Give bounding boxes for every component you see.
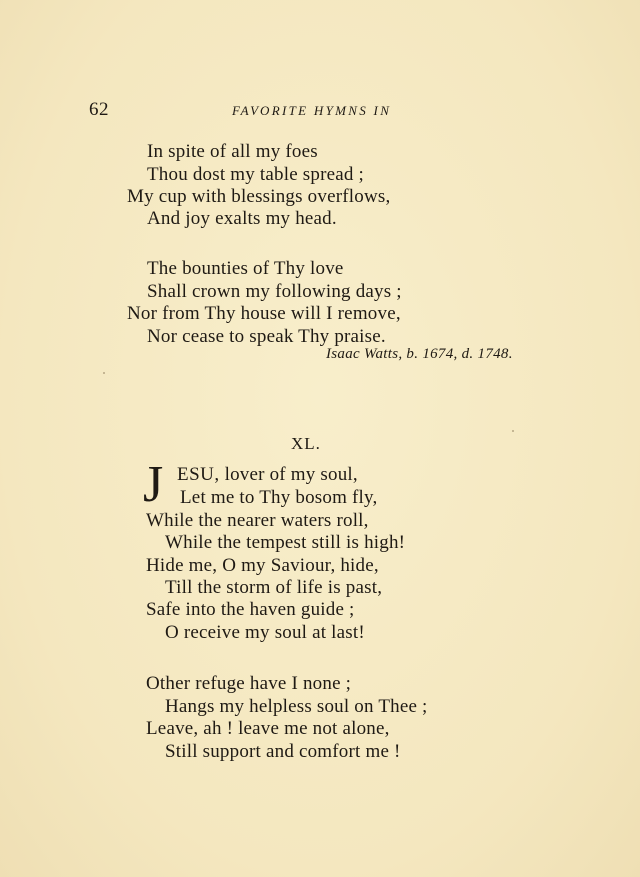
verse-line-first bbox=[177, 464, 358, 486]
verse-line: In spite of all my foes bbox=[147, 141, 318, 162]
verse-line: While the tempest still is high! bbox=[165, 532, 406, 553]
verse-line: And joy exalts my head. bbox=[147, 208, 337, 229]
verse-line: Thou dost my table spread ; bbox=[147, 164, 364, 185]
verse-line: O receive my soul at last! bbox=[165, 622, 365, 643]
page-number: 62 bbox=[89, 99, 109, 120]
verse-line: Shall crown my following days ; bbox=[147, 281, 402, 302]
verse-line: My cup with blessings overflows, bbox=[127, 186, 391, 207]
verse-line: Hide me, O my Saviour, hide, bbox=[146, 555, 379, 576]
verse-line: Safe into the haven guide ; bbox=[146, 599, 355, 620]
first-line-rest: lover of my soul, bbox=[219, 464, 358, 485]
hymn-number: XL. bbox=[291, 434, 321, 453]
paper-speck bbox=[103, 372, 105, 374]
first-word-rest: ESU, bbox=[177, 464, 220, 485]
verse-line: While the nearer waters roll, bbox=[146, 510, 369, 531]
verse-line: Other refuge have I none ; bbox=[146, 673, 352, 694]
drop-cap: J bbox=[143, 456, 164, 513]
verse-line: Till the storm of life is past, bbox=[165, 577, 383, 598]
verse-line: Let me to Thy bosom fly, bbox=[180, 487, 378, 508]
verse-line: Hangs my helpless soul on Thee ; bbox=[165, 696, 428, 717]
verse-line: The bounties of Thy love bbox=[147, 258, 344, 279]
author-attribution: Isaac Watts, b. 1674, d. 1748. bbox=[326, 346, 513, 362]
verse-line: Nor cease to speak Thy praise. bbox=[147, 326, 386, 347]
verse-line: Nor from Thy house will I remove, bbox=[127, 303, 401, 324]
verse-line: Leave, ah ! leave me not alone, bbox=[146, 718, 390, 739]
running-head: FAVORITE HYMNS IN bbox=[232, 103, 392, 118]
verse-line: Still support and comfort me ! bbox=[165, 741, 401, 762]
paper-speck bbox=[512, 430, 514, 432]
